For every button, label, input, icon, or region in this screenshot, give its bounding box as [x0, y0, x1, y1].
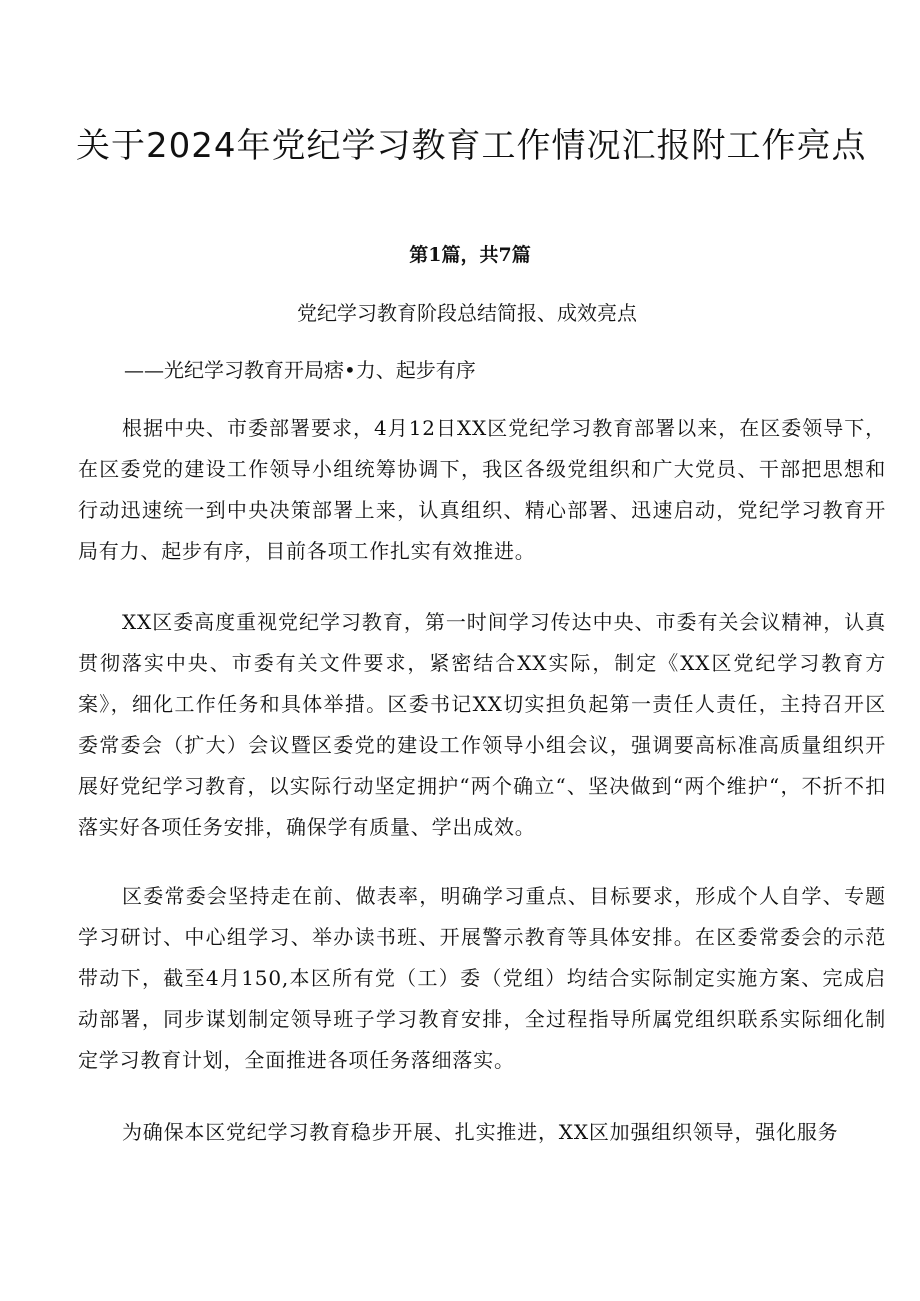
body-paragraph-2: XX区委高度重视党纪学习教育，第一时间学习传达中央、市委有关会议精神，认真贯彻落实中央、市委有关文件要求，紧密结合XX实际，制定《XX区党纪学习教育方案》，细化工作任务和具体举措。区委书记XX切实担负起第一责任人责任，主持召开区委常委会（扩大）会议暨区委党的建设工作领导小组会议，强调要高标准高质量组织开展好党纪学习教育，以实际行动坚定拥护“两个确立“、坚决做到“两个维护“，不折不扣落实好各项任务安排，确保学有质量、学出成效。 — [78, 610, 886, 839]
body-paragraph-3: 区委常委会坚持走在前、做表率，明确学习重点、目标要求，形成个人自学、专题学习研讨、中心组学习、举办读书班、开展警示教育等具体安排。在区委常委会的示范带动下，截至4月150,本区所有党（工）委（党组）均结合实际制定实施方案、完成启动部署，同步谋划制定领导班子学习教育安排，全过程指导所属党组织联系实际细化制定学习教育计划，全面推进各项任务落细落实。 — [78, 884, 886, 1072]
section-sub-heading: ——光纪学习教育开局痞•力、起步有序 — [124, 358, 476, 382]
body-paragraph-4: 为确保本区党纪学习教育稳步开展、扎实推进，XX区加强组织领导，强化服务 — [122, 1120, 839, 1144]
section-subtitle: 党纪学习教育阶段总结简报、成效亮点 — [297, 301, 637, 325]
document-title: 关于2024年党纪学习教育工作情况汇报附工作亮点 — [76, 126, 867, 166]
part-label: 第1篇，共7篇 — [409, 244, 531, 266]
body-paragraph-1: 根据中央、市委部署要求，4月12日XX区党纪学习教育部署以来，在区委领导下，在区委党的建设工作领导小组统筹协调下，我区各级党组织和广大党员、干部把思想和行动迅速统一到中央决策部署上来，认真组织、精心部署、迅速启动，党纪学习教育开局有力、起步有序，目前各项工作扎实有效推进。 — [78, 416, 886, 563]
